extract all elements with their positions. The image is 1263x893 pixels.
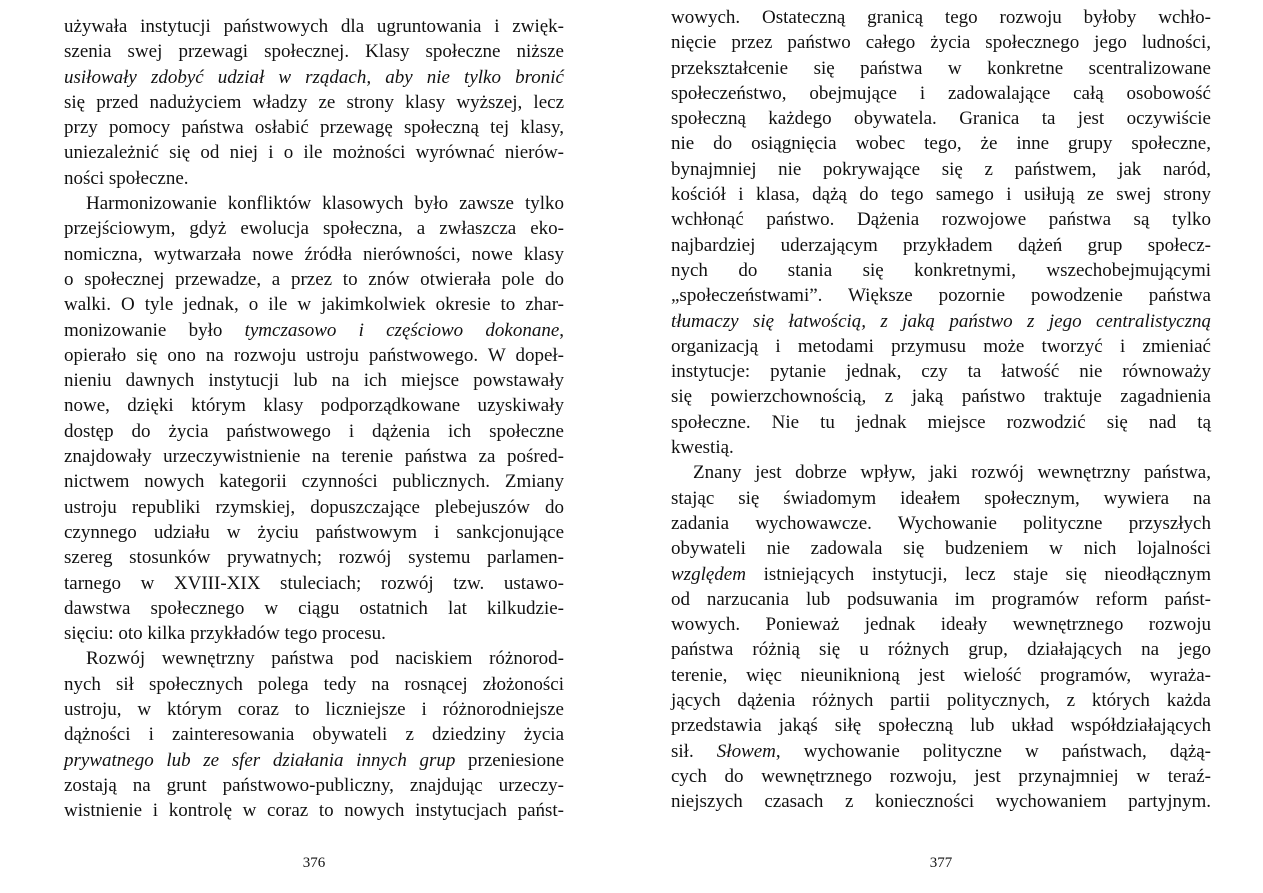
text-segment: wchłonąć państwo. Dążenia rozwojowe państwa są tylko [671,209,1211,231]
text-segment: społeczne. Nie tu jednak miejsce rozwodzić się nad tą [671,411,1211,433]
text-line [671,612,1211,637]
page-number: 376 [302,855,326,871]
italic-text: Słowem [716,740,776,762]
text-line [671,56,1211,81]
text-line [671,587,1211,612]
text-segment: się przed nadużyciem władzy ze strony klasy wyższej, lecz [64,91,564,113]
left-page-text [64,14,564,824]
right-page-text [671,5,1211,815]
text-segment: sił. [671,740,717,762]
text-segment: szenia swej przewagi społecznej. Klasy społeczne niższe [64,41,564,63]
text-segment: nie do osiągnięcia wobec tego, że inne grupy społeczne, [671,133,1211,155]
text-segment: kościół i klasa, dążą do tego samego i usiłują ze swej strony [671,184,1211,206]
text-segment: zadania wychowawcze. Wychowanie polityczne przyszłych [671,512,1211,534]
text-line [671,131,1211,156]
text-segment: organizacją i metodami przymusu może tworzyć i zmieniać [671,335,1211,357]
text-line [671,713,1211,738]
text-segment: nictwem nowych kategorii czynności publicznych. Zmiany [64,471,564,493]
text-segment: najbardziej uderzającym przykładem dążeń grup społecz- [671,234,1211,256]
text-segment: ustroju republiki rzymskiej, dopuszczające plebejuszów do [64,496,564,518]
text-segment: sięciu: oto kilka przykładów tego procesu. [64,623,386,645]
text-line [671,384,1211,409]
italic-text: względem [671,563,746,585]
text-segment: nieniu dawnych instytucji lub na ich miejsce powstawały [64,370,564,392]
text-line [64,267,564,292]
text-line [64,368,564,393]
text-line [671,334,1211,359]
text-line [64,748,564,773]
text-segment: ności społeczne. [64,167,189,189]
text-line [671,283,1211,308]
text-segment: monizowanie było [64,319,245,341]
text-segment: przekształcenie się państwa w konkretne scentralizowane [671,57,1211,79]
text-segment: nych sił społecznych polega tedy na rosnącej złożoności [64,673,564,695]
text-line [64,39,564,64]
text-line [64,216,564,241]
text-line [64,65,564,90]
text-segment: społeczną każdego obywatela. Granica ta jest oczywiście [671,108,1211,130]
text-line [64,596,564,621]
right-page [671,0,1211,893]
text-line [64,571,564,596]
text-segment: wistnienie i kontrolę w coraz to nowych instytucjach państ- [64,800,564,822]
text-segment: znajdowały urzeczywistnienie na terenie państwa za pośred- [64,446,564,468]
text-segment: używała instytucji państwowych dla ugruntowania i zwięk- [64,16,564,37]
text-line [64,495,564,520]
text-line [671,637,1211,662]
text-line [671,562,1211,587]
text-segment: wowych. Ponieważ jednak ideały wewnętrznego rozwoju [671,614,1211,636]
text-segment: nych do stania się konkretnymi, wszechobejmującymi [671,259,1211,281]
text-segment: tarnego w XVIII-XIX stuleciach; rozwój tzw. ustawo- [64,572,564,594]
italic-text: tymczasowo i częściowo dokonane [244,319,560,341]
text-line [64,242,564,267]
text-line [64,343,564,368]
text-line [64,166,564,191]
text-line [671,157,1211,182]
text-segment: społeczeństwo, obejmujące i zadowalające całą osobowość [671,82,1211,104]
text-segment: , [559,319,564,341]
text-line [671,182,1211,207]
italic-text: usiłowały zdobyć udział w rządach, aby nie tylko bronić [64,66,564,88]
text-segment: Rozwój wewnętrzny państwa pod naciskiem różnorod- [86,648,564,670]
text-line [64,191,564,216]
text-segment: przedstawia jakąś siłę społeczną lub układ współdziałających [671,715,1211,737]
text-segment: , wychowanie polityczne w państwach, dążą- [775,740,1212,762]
left-page [64,0,564,893]
text-segment: ustroju, w którym coraz to liczniejsze i różnorodniejsze [64,699,564,721]
text-line [64,115,564,140]
text-segment: nomiczna, wytwarzała nowe źródła nierówności, nowe klasy [64,243,564,265]
text-line [671,663,1211,688]
text-line [671,81,1211,106]
text-line [671,764,1211,789]
text-line [64,545,564,570]
text-line [671,536,1211,561]
text-line [671,486,1211,511]
text-line [64,722,564,747]
text-segment: jących dążenia różnych partii politycznych, z których każda [671,690,1211,712]
text-segment: obywateli nie zadowala się budzeniem w nich lojalności [671,538,1211,560]
text-line [671,258,1211,283]
text-line [64,444,564,469]
text-line [671,233,1211,258]
text-line [64,697,564,722]
text-segment: od narzucania lub podsuwania im programów reform państ- [671,588,1211,610]
text-segment: się powierzchownością, z jaką państwo traktuje zagadnienia [671,386,1211,408]
text-line [671,207,1211,232]
text-line [64,292,564,317]
text-line [64,393,564,418]
text-segment: Znany jest dobrze wpływ, jaki rozwój wewnętrzny państwa, [693,462,1211,484]
text-segment: przejściowym, gdyż ewolucja społeczna, a zwłaszcza eko- [64,218,564,240]
text-line [64,773,564,798]
text-line [671,739,1211,764]
text-segment: „społeczeństwami”. Większe pozornie powodzenie państwa [671,285,1211,307]
text-line [64,14,564,39]
text-line [671,30,1211,55]
text-segment: przy pomocy państwa osłabić przewagę społeczną tej klasy, [64,117,564,139]
text-segment: cych do wewnętrznego rozwoju, jest przynajmniej w teraź- [671,765,1211,787]
text-segment: przeniesione [455,749,564,771]
text-segment: uniezależnić się od niej i o ile możności wyrównać nierów- [64,142,564,164]
italic-text: prywatnego lub ze sfer działania innych grup [64,749,456,771]
text-segment: zostają na grunt państwowo-publiczny, znajdując urzeczy- [64,774,564,796]
italic-text: tłumaczy się łatwością, z jaką państwo z jego centralistyczną [671,310,1211,332]
text-line [671,435,1211,460]
text-segment: Harmonizowanie konfliktów klasowych było zawsze tylko [86,193,564,215]
text-segment: dążności i zainteresowania obywateli z dziedziny życia [64,724,564,746]
page-number: 377 [929,855,953,871]
text-segment: czynnego udziału w życiu państwowym i sankcjonujące [64,521,564,543]
text-segment: istniejących instytucji, lecz staje się nieodłącznym [745,563,1211,585]
text-segment: instytucje: pytanie jednak, czy ta łatwość nie równoważy [671,361,1211,383]
text-line [64,520,564,545]
text-segment: wowych. Ostateczną granicą tego rozwoju byłoby wchło- [671,7,1211,28]
text-line [671,5,1211,30]
text-line [671,309,1211,334]
text-line [671,789,1211,814]
text-line [64,419,564,444]
text-segment: nięcie przez państwo całego życia społecznego jego ludności, [671,32,1211,54]
text-segment: opierało się ono na rozwoju ustroju państwowego. W dopeł- [64,344,564,366]
text-segment: stając się świadomym ideałem społecznym, wywiera na [671,487,1211,509]
text-line [64,140,564,165]
text-line [64,469,564,494]
text-line [64,621,564,646]
text-segment: dawstwa społecznego w ciągu ostatnich lat kilkudzie- [64,597,564,619]
text-line [671,688,1211,713]
text-segment: niejszych czasach z konieczności wychowaniem partyjnym. [671,791,1211,813]
text-segment: szereg stosunków prywatnych; rozwój systemu parlamen- [64,547,564,569]
text-line [671,359,1211,384]
text-line [671,410,1211,435]
text-line [64,672,564,697]
text-line [64,646,564,671]
text-line [64,90,564,115]
text-line [64,318,564,343]
text-line [671,511,1211,536]
text-segment: bynajmniej nie pokrywające się z państwem, jak naród, [671,158,1211,180]
text-line [671,460,1211,485]
text-segment: kwestią. [671,437,734,459]
text-segment: państwa różnią się u różnych grup, działających na jego [671,639,1211,661]
text-segment: o społecznej przewadze, a przez to znów otwierała pole do [64,268,564,290]
text-line [671,106,1211,131]
text-segment: walki. O tyle jednak, o ile w jakimkolwiek okresie to zhar- [64,294,564,316]
text-segment: dostęp do życia państwowego i dążenia ich społeczne [64,420,564,442]
text-line [64,798,564,823]
text-segment: terenie, więc nieuniknioną jest wielość programów, wyraża- [671,664,1211,686]
text-segment: nowe, dzięki którym klasy podporządkowane uzyskiwały [64,395,564,417]
